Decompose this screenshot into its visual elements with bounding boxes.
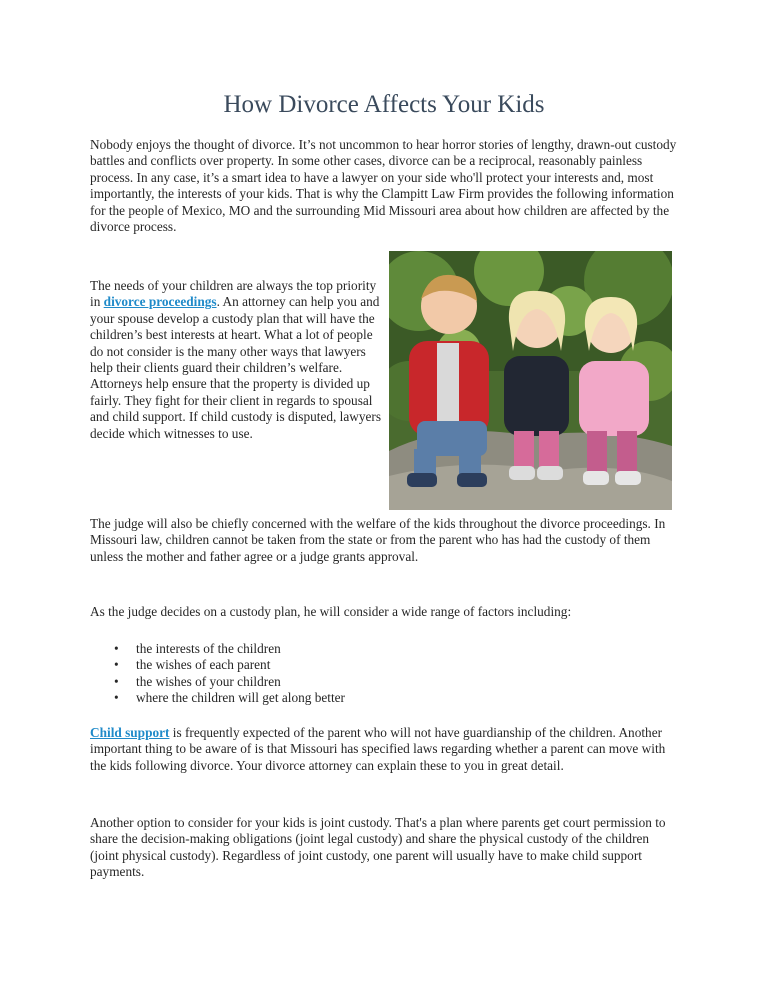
list-item <box>90 641 345 657</box>
list-item <box>90 690 345 706</box>
joint-custody-paragraph: Another option to consider for your kids is joint custody. That's a plan where parents get court permission to share the decision-making obligations (joint legal custody) and share the physical custody of the children (joint physical custody). Regardless of joint custody, one parent will usually have to make child support payments. <box>90 815 666 880</box>
list-item <box>90 674 345 690</box>
divorce-proceedings-link[interactable]: divorce proceedings <box>103 294 217 310</box>
bullet-glyph: • <box>114 657 119 673</box>
list-item-text: the wishes of each parent <box>136 657 271 673</box>
child-support-paragraph <box>90 725 680 774</box>
judge-paragraph: The judge will also be chiefly concerned with the welfare of the kids throughout the divorce proceedings. In Missouri law, children cannot be taken from the state or from the parent who has had the custody of them unless the mother and father agree or a judge grants approval. <box>90 516 666 564</box>
factors-list <box>90 641 345 707</box>
priority-text-after: . An attorney can help you and your spouse develop a custody plan that will have the children’s best interests at heart. What a lot of people do not consider is the many other ways that lawyers help their clients guard their children’s welfare. Attorneys help ensure that the property is divided up fairly. They fight for their client in regards to spousal and child support. If child custody is disputed, lawyers decide which witnesses to use. <box>90 294 382 441</box>
bullet-glyph: • <box>114 641 119 656</box>
child-support-text: is frequently expected of the parent who will not have guardianship of the children. Another important thing to be aware of is that Missouri has specified laws regarding whether a parent can move with the kids following divorce. Your divorce attorney can explain these to you in great detail. <box>90 725 666 773</box>
page-title: How Divorce Affects Your Kids <box>223 91 545 118</box>
priority-paragraph <box>90 278 382 442</box>
intro-paragraph: Nobody enjoys the thought of divorce. It’s not uncommon to hear horror stories of lengthy, drawn-out custody battles and conflicts over property. In some other cases, divorce can be a reciprocal, reasonably painless process. In any case, it’s a smart idea to have a lawyer on your side who'll protect your interests and, most importantly, the interests of your kids. That is why the Clampitt Law Firm provides the following information for the people of Mexico, MO and the surrounding Mid Missouri area about how children are affected by the divorce process. <box>90 137 677 235</box>
list-item-text: where the children will get along better <box>136 690 345 706</box>
list-item-text: the interests of the children <box>136 641 281 656</box>
child-support-link[interactable]: Child support <box>90 725 170 740</box>
children-photo <box>389 251 672 510</box>
list-item <box>90 657 345 673</box>
bullet-glyph: • <box>114 673 119 689</box>
factors-intro-paragraph: As the judge decides on a custody plan, he will consider a wide range of factors including: <box>90 604 572 619</box>
list-item-text: the wishes of your children <box>136 673 281 689</box>
bullet-glyph: • <box>114 690 119 706</box>
priority-text-before: The needs of your children are always the top priority in <box>90 278 377 310</box>
